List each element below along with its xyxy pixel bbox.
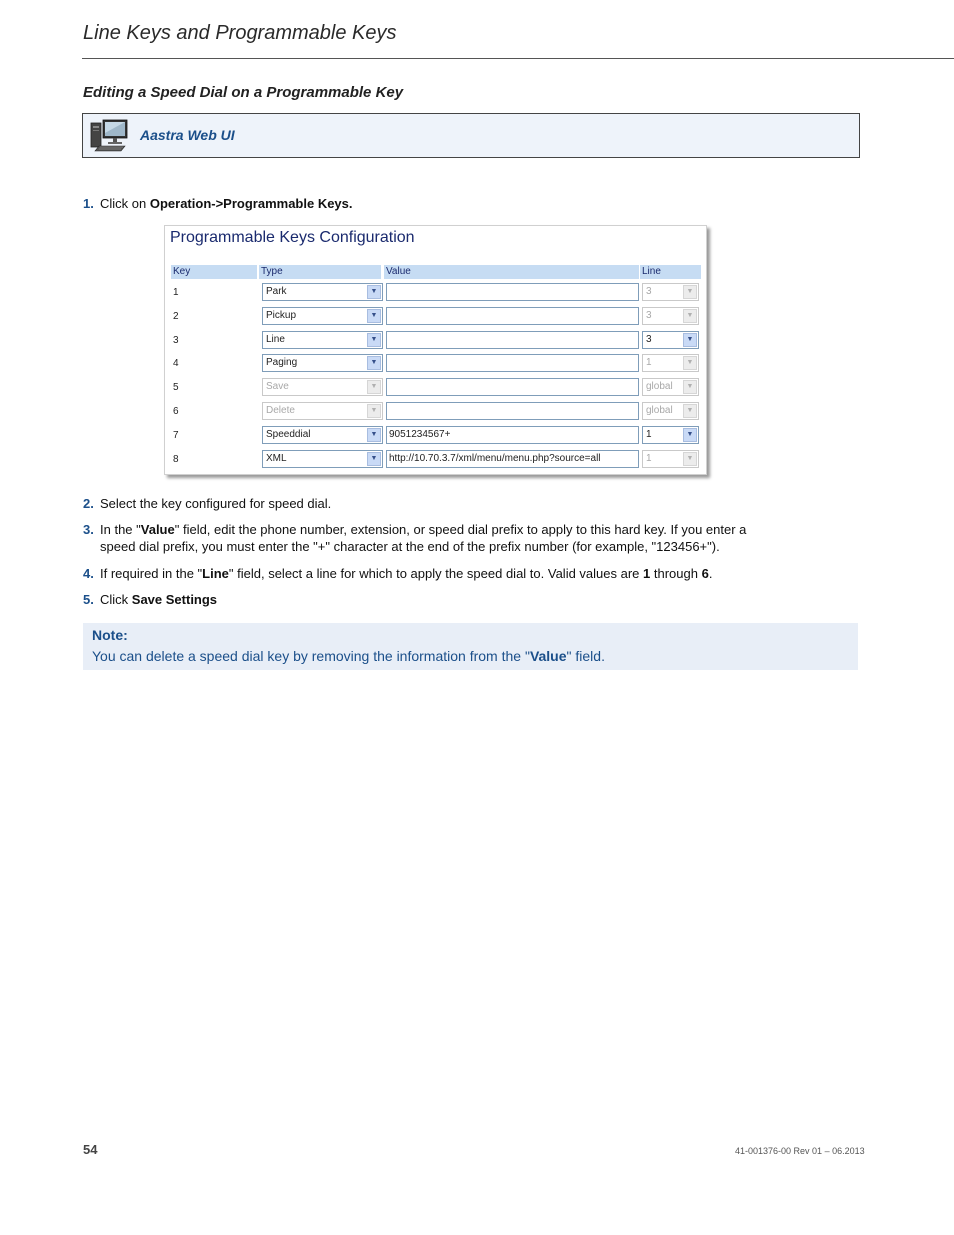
- step-bold: Save Settings: [131, 592, 218, 607]
- table-row: [171, 378, 701, 398]
- note-box: [83, 623, 858, 670]
- table-row: [171, 331, 701, 351]
- note-bold: Value: [529, 648, 567, 664]
- table-row: [171, 354, 701, 374]
- chevron-down-icon: ▼: [683, 452, 697, 466]
- type-select[interactable]: [262, 450, 383, 468]
- step-text: through: [650, 566, 702, 581]
- note-text: " field.: [566, 648, 605, 664]
- step-text: Click: [100, 592, 132, 607]
- chevron-down-icon: ▼: [367, 333, 381, 347]
- value-input[interactable]: [386, 307, 639, 325]
- line-select[interactable]: [642, 331, 699, 349]
- table-row: [171, 402, 701, 422]
- chevron-down-icon: ▼: [367, 428, 381, 442]
- key-number: 8: [173, 453, 179, 465]
- line-value: 1: [646, 452, 652, 464]
- step-bold: Value: [140, 522, 175, 537]
- header-key: Key: [171, 265, 257, 279]
- type-value: Paging: [266, 357, 298, 369]
- step-text: Click on: [100, 196, 150, 211]
- type-select[interactable]: [262, 354, 383, 372]
- header-type: Type: [259, 265, 381, 279]
- panel-title: Programmable Keys Configuration: [170, 229, 415, 246]
- value-input[interactable]: [386, 378, 639, 396]
- step-text: " field, edit the phone number, extension, or speed dial prefix to apply to this hard key. If you enter a speed dial prefix, you must enter the "+" character at the end of the prefix number (for example, "123456+").: [100, 522, 747, 554]
- document-id: 41-001376-00 Rev 01 – 06.2013: [735, 1146, 865, 1156]
- type-select[interactable]: [262, 283, 383, 301]
- type-select[interactable]: [262, 307, 383, 325]
- header-line: Line: [640, 265, 701, 279]
- line-value: global: [646, 381, 673, 393]
- step-number: 1.: [83, 196, 94, 211]
- step-text: Select the key configured for speed dial.: [100, 496, 332, 511]
- key-number: 6: [173, 406, 179, 417]
- table-row: [171, 283, 701, 303]
- type-select[interactable]: [262, 426, 383, 444]
- computer-icon: [89, 119, 129, 153]
- line-select: [642, 450, 699, 468]
- chevron-down-icon: ▼: [367, 452, 381, 466]
- step-number: 2.: [83, 496, 94, 511]
- note-text: You can delete a speed dial key by removing the information from the ": [92, 648, 530, 664]
- type-value: Speeddial: [266, 428, 311, 440]
- header-rule: [82, 58, 954, 59]
- type-select: [262, 402, 383, 420]
- note-body: [92, 648, 605, 664]
- section-title: Editing a Speed Dial on a Programmable Key: [83, 84, 404, 101]
- line-value: 1: [646, 428, 652, 440]
- note-heading: Note:: [92, 627, 128, 643]
- type-value: Delete: [266, 405, 295, 416]
- step-number: 3.: [83, 522, 94, 537]
- key-number: 5: [173, 382, 179, 394]
- key-number: 1: [173, 287, 179, 298]
- programmable-keys-panel: [164, 225, 707, 475]
- chevron-down-icon: ▼: [683, 404, 697, 418]
- value-input[interactable]: [386, 354, 639, 372]
- chevron-down-icon: ▼: [683, 380, 697, 394]
- line-value: global: [646, 405, 673, 416]
- step-text: In the ": [100, 522, 141, 537]
- step-1: [83, 195, 863, 212]
- type-value: Line: [266, 333, 285, 345]
- chevron-down-icon: ▼: [367, 309, 381, 323]
- step-bold: 6: [701, 566, 709, 581]
- type-value: Pickup: [266, 309, 297, 321]
- step-bold: 1: [643, 566, 651, 581]
- line-select: [642, 283, 699, 301]
- step-text: .: [708, 566, 713, 581]
- chevron-down-icon: ▼: [683, 285, 697, 299]
- table-header: [171, 265, 701, 279]
- table-row: [171, 450, 701, 470]
- header-value: Value: [384, 265, 639, 279]
- line-value: 3: [646, 309, 652, 321]
- line-select: [642, 354, 699, 372]
- table-row: [171, 307, 701, 327]
- webui-banner: [82, 113, 860, 158]
- type-select[interactable]: [262, 331, 383, 349]
- chevron-down-icon: ▼: [367, 356, 381, 370]
- step-3: [83, 521, 783, 555]
- step-number: 4.: [83, 566, 94, 581]
- step-5: [83, 591, 863, 608]
- value-input[interactable]: [386, 402, 639, 420]
- chevron-down-icon: ▼: [683, 309, 697, 323]
- chevron-down-icon: ▼: [683, 333, 697, 347]
- step-bold: Operation->Programmable Keys.: [149, 196, 353, 211]
- step-2: [83, 495, 863, 512]
- step-4: [83, 565, 863, 582]
- line-value: 3: [646, 333, 652, 345]
- line-value: 1: [646, 357, 652, 369]
- line-select: [642, 402, 699, 420]
- key-number: 3: [173, 334, 179, 346]
- chevron-down-icon: ▼: [683, 356, 697, 370]
- step-text: " field, select a line for which to apply the speed dial to. Valid values are: [228, 566, 644, 581]
- type-value: XML: [266, 452, 287, 464]
- chevron-down-icon: ▼: [367, 404, 381, 418]
- step-text: If required in the ": [100, 566, 203, 581]
- step-number: 5.: [83, 592, 94, 607]
- page-number: 54: [83, 1142, 98, 1157]
- key-number: 2: [173, 310, 179, 322]
- value-input[interactable]: [386, 283, 639, 301]
- line-select: [642, 378, 699, 396]
- key-number: 7: [173, 429, 179, 441]
- type-value: Park: [266, 286, 287, 297]
- step-bold: Line: [202, 566, 229, 581]
- chevron-down-icon: ▼: [683, 428, 697, 442]
- type-select: [262, 378, 383, 396]
- webui-label: Aastra Web UI: [140, 127, 235, 143]
- line-select: [642, 307, 699, 325]
- value-input[interactable]: 9051234567+: [386, 426, 639, 444]
- value-input[interactable]: http://10.70.3.7/xml/menu/menu.php?source=all: [386, 450, 639, 468]
- chevron-down-icon: ▼: [367, 285, 381, 299]
- key-number: 4: [173, 358, 179, 370]
- type-value: Save: [266, 381, 289, 393]
- chevron-down-icon: ▼: [367, 380, 381, 394]
- table-row: [171, 426, 701, 446]
- line-value: 3: [646, 286, 652, 297]
- value-input[interactable]: [386, 331, 639, 349]
- line-select[interactable]: [642, 426, 699, 444]
- header-title: Line Keys and Programmable Keys: [83, 22, 397, 44]
